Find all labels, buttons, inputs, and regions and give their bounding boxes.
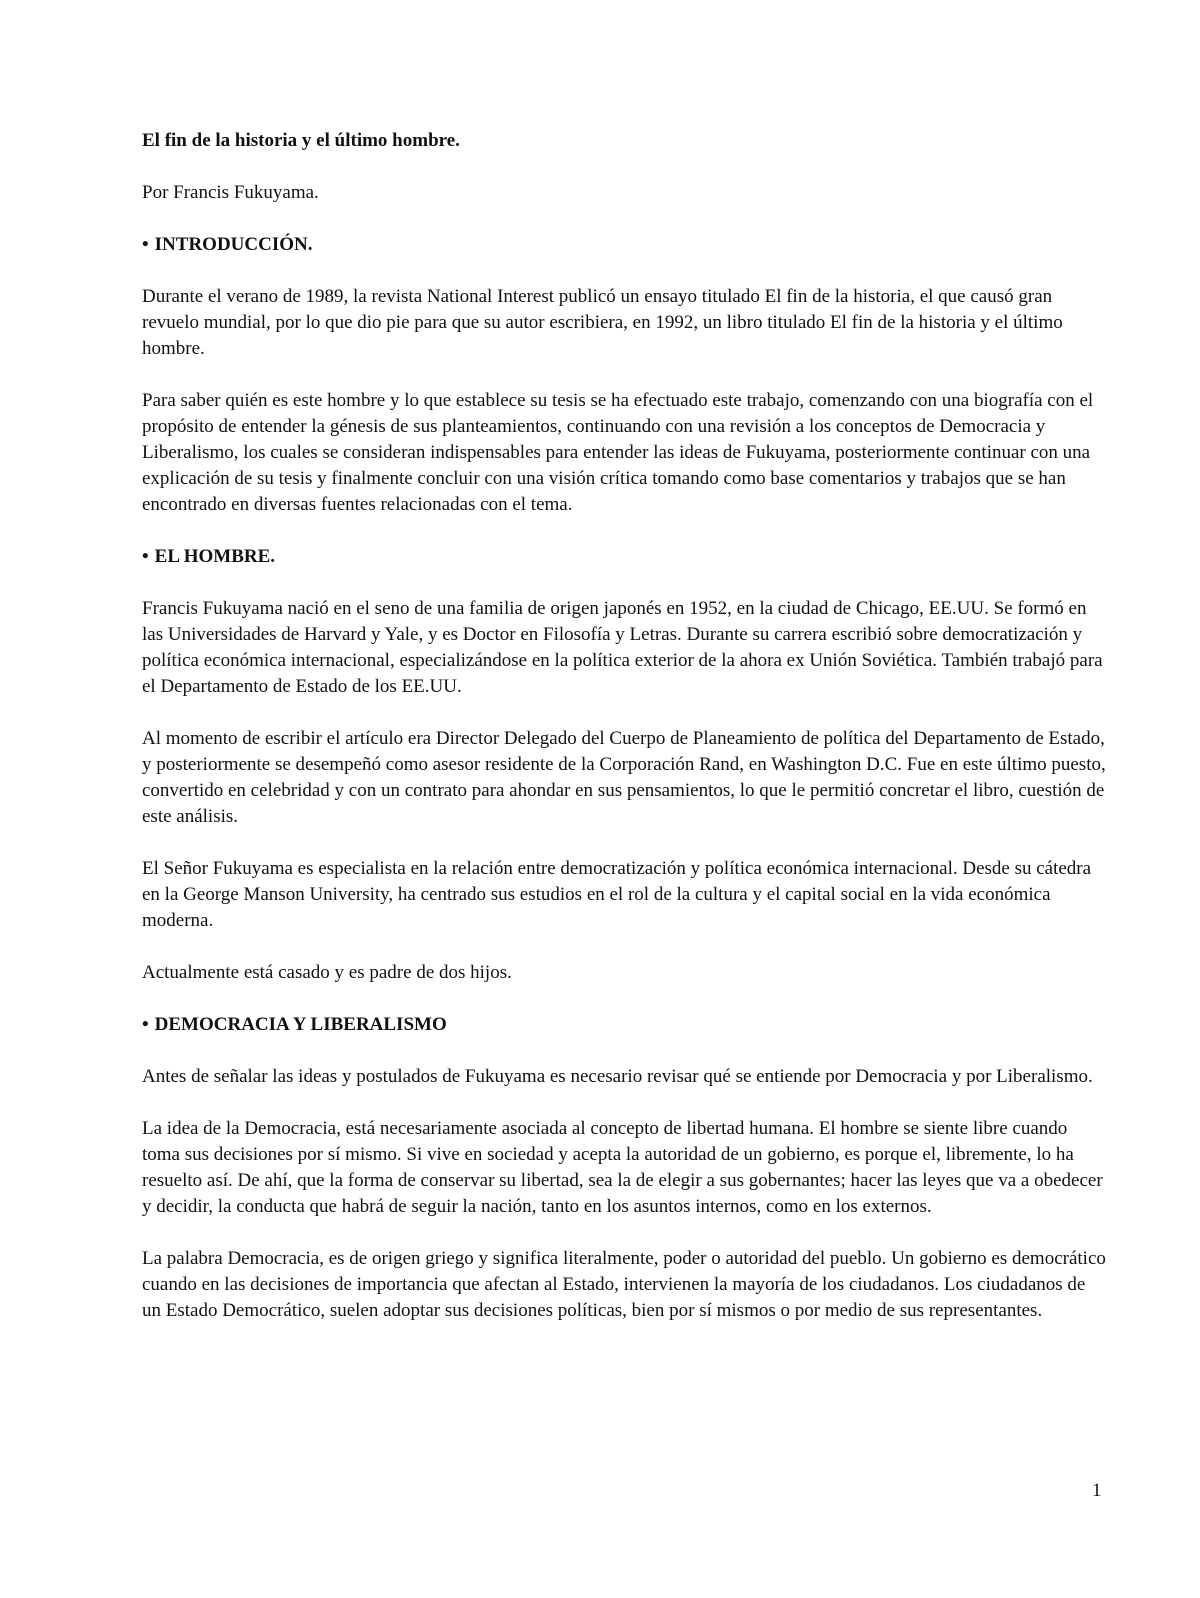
page-number: 1 bbox=[1092, 1480, 1102, 1501]
section-heading-label: EL HOMBRE. bbox=[154, 546, 276, 567]
section-heading-introduccion bbox=[142, 232, 1107, 258]
document-title: El fin de la historia y el último hombre. bbox=[142, 130, 460, 151]
section-heading-el-hombre bbox=[142, 544, 1107, 570]
bullet-icon: • bbox=[142, 234, 149, 255]
section-heading-label: INTRODUCCIÓN. bbox=[154, 234, 313, 255]
paragraph: Durante el verano de 1989, la revista National Interest publicó un ensayo titulado El fin de la historia, el que causó gran revuelo mundial, por lo que dio pie para que su autor escribiera, en 1992, un libro titulado El fin de la historia y el último hombre. bbox=[142, 286, 1063, 359]
paragraph: La idea de la Democracia, está necesariamente asociada al concepto de libertad humana. El hombre se siente libre cuando toma sus decisiones por sí mismo. Si vive en sociedad y acepta la autoridad de un gobierno, es porque el, libremente, lo ha resuelto así. De ahí, que la forma de conservar su libertad, sea la de elegir a sus gobernantes; hacer las leyes que va a obedecer y decidir, la conducta que habrá de seguir la nación, tanto en los asuntos internos, como en los externos. bbox=[142, 1118, 1103, 1217]
section-heading-democracia-y-liberalismo bbox=[142, 1012, 1107, 1038]
paragraph: La palabra Democracia, es de origen griego y significa literalmente, poder o autoridad del pueblo. Un gobierno es democrático cuando en las decisiones de importancia que afectan al Estado, intervienen la mayoría de los ciudadanos. Los ciudadanos de un Estado Democrático, suelen adoptar sus decisiones políticas, bien por sí mismos o por medio de sus representantes. bbox=[142, 1248, 1106, 1321]
paragraph: Para saber quién es este hombre y lo que establece su tesis se ha efectuado este trabajo, comenzando con una biografía con el propósito de entender la génesis de sus planteamientos, continuando con una revisión a los conceptos de Democracia y Liberalismo, los cuales se consideran indispensables para entender las ideas de Fukuyama, posteriormente continuar con una explicación de su tesis y finalmente concluir con una visión crítica tomando como base comentarios y trabajos que se han encontrado en diversas fuentes relacionadas con el tema. bbox=[142, 390, 1094, 515]
paragraph: Al momento de escribir el artículo era Director Delegado del Cuerpo de Planeamiento de política del Departamento de Estado, y posteriormente se desempeñó como asesor residente de la Corporación Rand, en Washington D.C. Fue en este último puesto, convertido en celebridad y con un contrato para ahondar en sus pensamientos, lo que le permitió concretar el libro, cuestión de este análisis. bbox=[142, 728, 1106, 827]
bullet-icon: • bbox=[142, 1014, 149, 1035]
bullet-icon: • bbox=[142, 546, 149, 567]
paragraph: El Señor Fukuyama es especialista en la relación entre democratización y política económica internacional. Desde su cátedra en la George Manson University, ha centrado sus estudios en el rol de la cultura y el capital social en la vida económica moderna. bbox=[142, 858, 1092, 931]
paragraph: Francis Fukuyama nació en el seno de una familia de origen japonés en 1952, en la ciudad de Chicago, EE.UU. Se formó en las Universidades de Harvard y Yale, y es Doctor en Filosofía y Letras. Durante su carrera escribió sobre democratización y política económica internacional, especializándose en la política exterior de la ahora ex Unión Soviética. También trabajó para el Departamento de Estado de los EE.UU. bbox=[142, 598, 1103, 697]
paragraph: Antes de señalar las ideas y postulados de Fukuyama es necesario revisar qué se entiende por Democracia y por Liberalismo. bbox=[142, 1066, 1093, 1087]
paragraph: Actualmente está casado y es padre de dos hijos. bbox=[142, 962, 512, 983]
section-heading-label: DEMOCRACIA Y LIBERALISMO bbox=[154, 1014, 447, 1035]
document-author: Por Francis Fukuyama. bbox=[142, 182, 319, 203]
document-body bbox=[142, 128, 1107, 1350]
